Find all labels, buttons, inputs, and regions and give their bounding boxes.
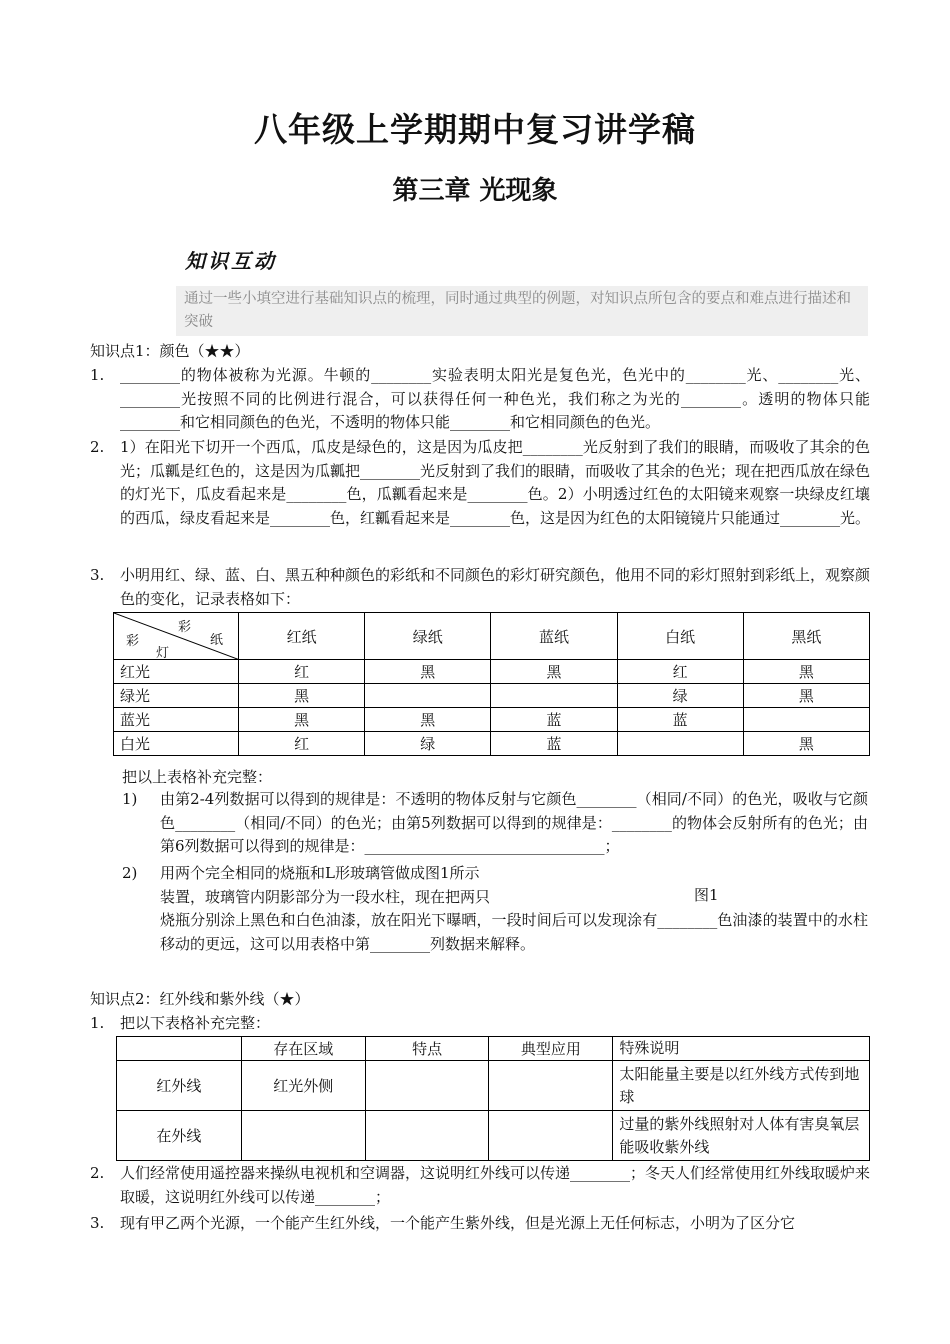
subquestion-number: 2) (122, 864, 138, 882)
kp1-question-1 (90, 364, 870, 435)
table-corner-cell (114, 613, 239, 660)
table-cell: 红光外侧 (241, 1061, 365, 1111)
kp2-question-1 (90, 1012, 870, 1036)
complete-table-note: 把以上表格补充完整： (122, 768, 273, 786)
table-row (117, 1111, 870, 1161)
row-label: 红光 (114, 660, 239, 684)
table-cell: 红 (239, 732, 365, 756)
table-cell: 黑 (365, 708, 491, 732)
table-row (114, 660, 870, 684)
table-cell: 蓝 (491, 708, 617, 732)
table-cell: 黑 (491, 660, 617, 684)
question-number: 2. (90, 1164, 105, 1182)
kp2-heading: 知识点2：红外线和紫外线（★） (90, 990, 310, 1008)
intro-box: 通过一些小填空进行基础知识点的梳理，同时通过典型的例题，对知识点所包含的要点和难点进行描述和突破 (176, 286, 868, 336)
table-cell: 蓝 (617, 708, 743, 732)
table-header-row (114, 613, 870, 660)
kp1-heading: 知识点1：颜色（★★） (90, 342, 250, 360)
table-cell (491, 684, 617, 708)
table-cell (365, 684, 491, 708)
column-header: 存在区域 (241, 1037, 365, 1061)
row-label: 在外线 (117, 1111, 242, 1161)
column-header: 绿纸 (365, 613, 491, 660)
table-row (117, 1061, 870, 1111)
color-table (113, 612, 870, 756)
row-label: 蓝光 (114, 708, 239, 732)
table-row (114, 708, 870, 732)
ray-table (116, 1036, 870, 1161)
column-header: 黑纸 (743, 613, 869, 660)
kp2-question-3 (90, 1212, 870, 1236)
question-number: 2. (90, 438, 105, 456)
row-label: 绿光 (114, 684, 239, 708)
subquestion-line-1: 用两个完全相同的烧瓶和L形玻璃管做成图1所示 (160, 864, 480, 882)
column-header: 白纸 (617, 613, 743, 660)
table-cell: 过量的紫外线照射对人体有害臭氧层能吸收紫外线 (613, 1111, 870, 1161)
table-cell (617, 732, 743, 756)
question-text: 1）在阳光下切开一个西瓜，瓜皮是绿色的，这是因为瓜皮把________光反射到了我们的眼睛，而吸收了其余的色光；瓜瓤是红色的，这是因为瓜瓤把________光反射到了我们的眼睛，而吸收了其余的色光；现在把西瓜放在绿色的灯光下，瓜皮看起来是________色，瓜瓤看起来是________色。2）小明透过红色的太阳镜来观察一块绿皮红壤的西瓜，绿皮看起来是________色，红瓤看起来是________色，这是因为红色的太阳镜镜片只能通过________光。 (120, 438, 871, 527)
figure-1-label: 图1 (694, 886, 719, 904)
column-header: 典型应用 (489, 1037, 613, 1061)
question-text: 小明用红、绿、蓝、白、黑五种种颜色的彩纸和不同颜色的彩灯研究颜色，他用不同的彩灯照射到彩纸上，观察颜色的变化，记录表格如下： (120, 566, 871, 608)
table-cell: 绿 (365, 732, 491, 756)
chapter-title: 第三章 光现象 (392, 176, 558, 206)
table-cell (489, 1111, 613, 1161)
question-number: 1. (90, 1014, 105, 1032)
subquestion-line-2: 装置，玻璃管内阴影部分为一段水柱，现在把两只 (160, 887, 491, 906)
kp1-subquestion-2 (122, 862, 868, 956)
table-row (114, 684, 870, 708)
table-row (114, 732, 870, 756)
column-header: 红纸 (239, 613, 365, 660)
question-number: 3. (90, 566, 105, 584)
kp1-subquestion-1 (122, 788, 868, 859)
column-header: 特殊说明 (613, 1037, 870, 1061)
table-cell: 黑 (743, 684, 869, 708)
table-cell: 黑 (365, 660, 491, 684)
subquestion-text: 由第2-4列数据可以得到的规律是：不透明的物体反射与它颜色________（相同/不同）的色光，吸收与它颜色________（相同/不同）的色光；由第5列数据可以得到的规律是：________的物体会反射所有的色光；由第6列数据可以得到的规律是：________________________________； (160, 790, 868, 855)
question-text: 把以下表格补充完整： (120, 1014, 271, 1032)
table-cell: 蓝 (491, 732, 617, 756)
question-text: ________的物体被称为光源。牛顿的________实验表明太阳光是复色光，色光中的________光、________光、________光按照不同的比例进行混合，可以获得任何一种色光，我们称之为光的________。透明的物体只能________和它相同颜色的色光，不透明的物体只能________和它相同颜色的色光。 (120, 366, 870, 431)
subquestion-number: 1) (122, 790, 138, 808)
kp1-question-2 (90, 436, 870, 530)
table-header-row (117, 1037, 870, 1061)
column-header: 特点 (365, 1037, 489, 1061)
table-cell (365, 1061, 489, 1111)
table-cell: 红 (617, 660, 743, 684)
table-cell: 黑 (743, 660, 869, 684)
knowledge-heading: 知识互动 (185, 249, 277, 273)
table-cell: 黑 (239, 708, 365, 732)
question-number: 1. (90, 366, 105, 384)
table-cell: 红 (239, 660, 365, 684)
table-cell (743, 708, 869, 732)
kp1-question-3 (90, 564, 870, 611)
corner-right-label: 纸 (210, 633, 224, 648)
corner-bottom-label: 灯 (156, 646, 170, 661)
question-number: 3. (90, 1214, 105, 1232)
table-cell: 绿 (617, 684, 743, 708)
corner-top-label: 彩 (178, 620, 192, 635)
question-text: 人们经常使用遥控器来操纵电视机和空调器，这说明红外线可以传递________；冬天人们经常使用红外线取暖炉来取暖，这说明红外线可以传递________； (120, 1164, 871, 1206)
row-label: 白光 (114, 732, 239, 756)
question-text: 现有甲乙两个光源，一个能产生红外线，一个能产生紫外线，但是光源上无任何标志，小明为了区分它 (120, 1214, 796, 1232)
kp2-question-2 (90, 1162, 870, 1209)
table-cell: 黑 (239, 684, 365, 708)
column-header (117, 1037, 242, 1061)
row-label: 红外线 (117, 1061, 242, 1111)
page-title: 八年级上学期期中复习讲学稿 (254, 110, 696, 149)
corner-left-label: 彩 (126, 634, 140, 649)
subquestion-line-3: 烧瓶分别涂上黑色和白色油漆，放在阳光下曝晒，一段时间后可以发现涂有________色油漆的装置中的水柱移动的更远，这可以用表格中第________列数据来解释。 (160, 911, 868, 953)
table-cell: 黑 (743, 732, 869, 756)
column-header: 蓝纸 (491, 613, 617, 660)
table-cell (365, 1111, 489, 1161)
table-cell (241, 1111, 365, 1161)
table-cell: 太阳能量主要是以红外线方式传到地球 (613, 1061, 870, 1111)
table-cell (489, 1061, 613, 1111)
